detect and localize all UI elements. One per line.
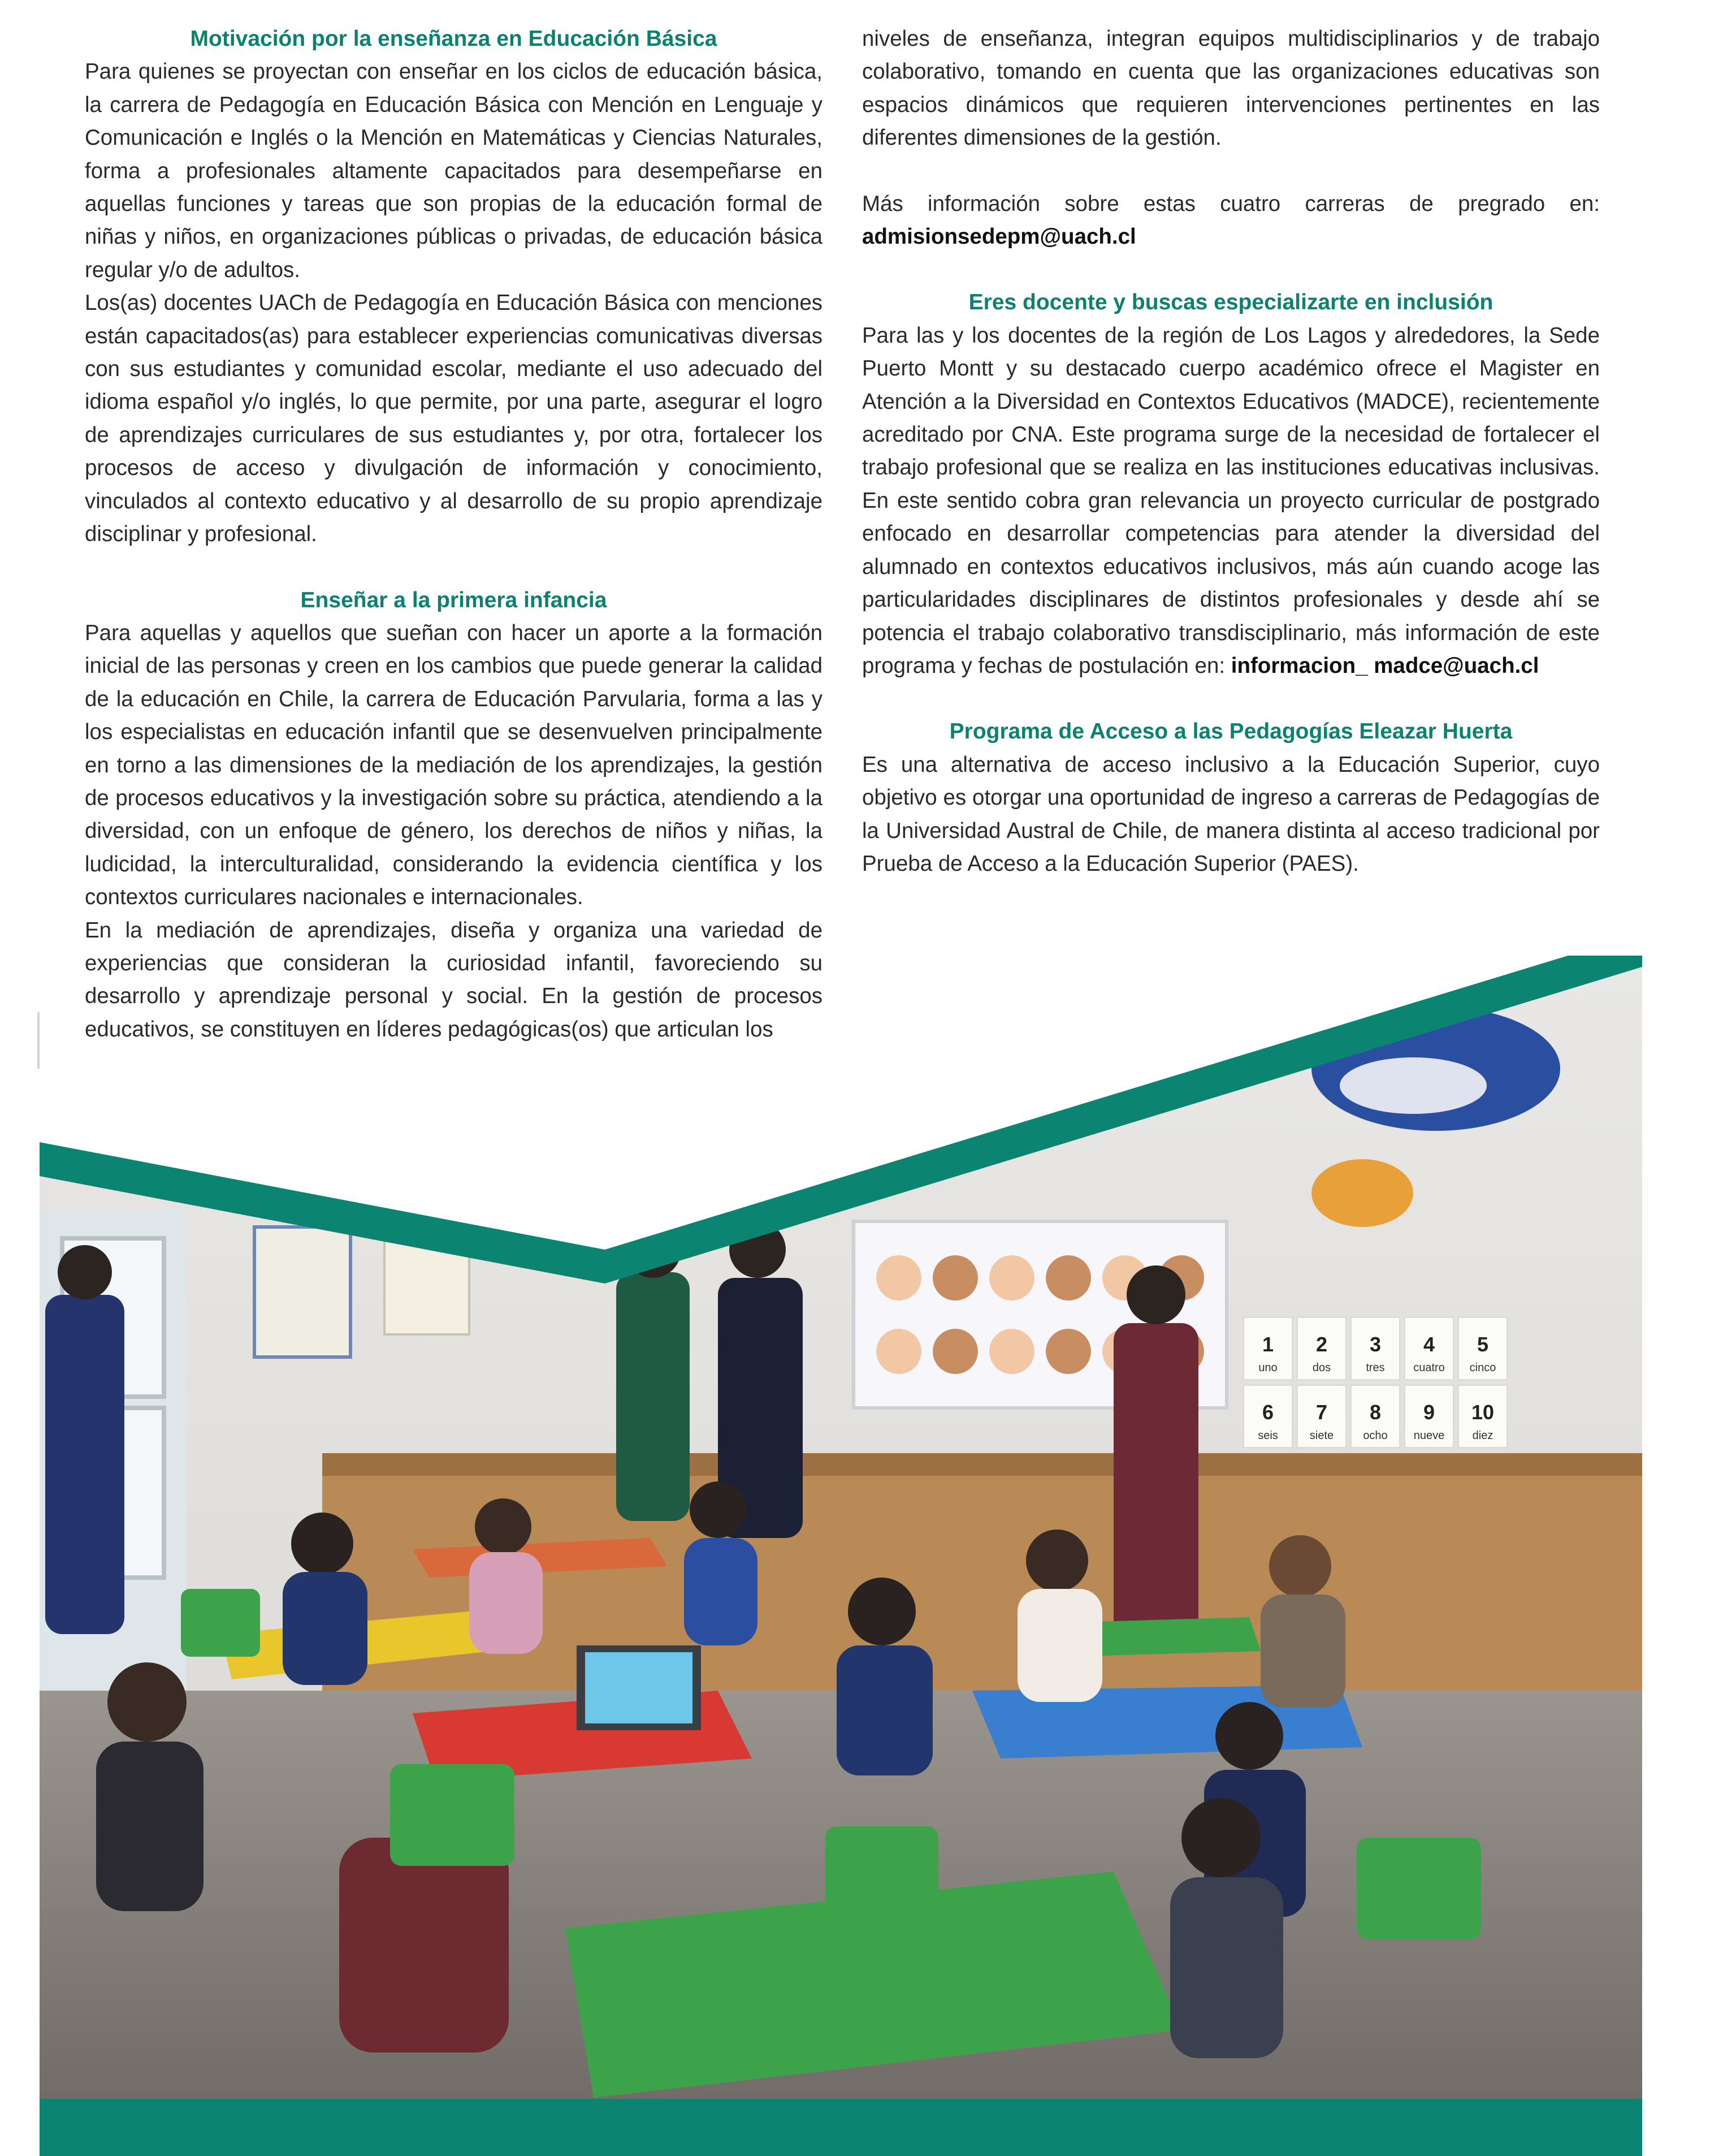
heading-inclusion: Eres docente y buscas especializarte en inclusión [968,290,1493,315]
whale-belly [1340,1057,1487,1114]
number-card-digit: 8 [1369,1401,1382,1424]
fish-decoration [1311,1159,1413,1227]
number-card [1244,1385,1292,1448]
paragraph-madce [862,319,1600,682]
more-info-text: Más información sobre estas cuatro carreras de pregrado en: [862,191,1600,216]
number-card-word: cuatro [1413,1362,1445,1374]
number-card-digit: 7 [1315,1401,1328,1424]
number-card [1297,1385,1346,1448]
number-card-word: nueve [1413,1429,1445,1442]
number-card-word: diez [1472,1429,1493,1442]
number-card-word: siete [1309,1429,1334,1442]
heading-primera-infancia: Enseñar a la primera infancia [300,587,607,612]
number-card-digit: 3 [1369,1333,1382,1356]
number-card-word: tres [1366,1362,1385,1374]
paragraph-parvularia-1: Para aquellas y aquellos que sueñan con hacer un aporte a la formación inicial de las personas y creen en los cambios que puede generar la calidad de la educación en Chile, la carrera de Educación Parvularia, forma a las y los especialistas en educación infantil que se desenvuelven principalmente en torno a las dimensiones de la mediación de los aprendizajes, la gestión de procesos educativos y la investigación sobre su práctica, atendiendo a la diversidad, con un enfoque de género, los derechos de niños y niñas, la ludicidad, la interculturalidad, considerando la evidencia científica y los contextos curriculares nacionales e internacionales. [85,620,822,910]
spacer [85,551,822,584]
paragraph-basica-2: Los(as) docentes UACh de Pedagogía en Educación Básica con menciones están capacitados(as) para establecer experiencias comunicativas diversas con sus estudiantes y comunidad escolar, mediante el uso adecuado del idioma español y/o inglés, lo que permite, por una parte, asegurar el logro de aprendizajes curriculares de sus estudiantes y, por otra, fortalecer los procesos de acceso y divulgación de información y conocimiento, vinculados al contexto educativo y al desarrollo de su propio aprendizaje disciplinar y profesional. [85,291,822,547]
number-card [1351,1317,1400,1380]
number-card-word: seis [1258,1429,1278,1442]
left-column [85,23,822,1046]
number-card [1297,1317,1346,1380]
number-card-digit: 10 [1471,1401,1495,1424]
number-card-word: cinco [1469,1362,1496,1374]
number-card-word: uno [1258,1362,1278,1374]
number-card-digit: 9 [1423,1401,1435,1424]
wood-rail [322,1453,1642,1476]
teacher-figure [616,1272,690,1521]
number-card-digit: 4 [1423,1333,1435,1356]
heading-eleazar-huerta: Programa de Acceso a las Pedagogías Eleazar Huerta [949,719,1513,744]
number-card-word: dos [1312,1362,1331,1374]
number-card [1458,1317,1507,1380]
photo-content [40,956,1642,2120]
more-info-line [862,188,1600,254]
teacher-head [58,1245,112,1299]
number-card-digit: 5 [1477,1333,1489,1356]
spacer [862,682,1600,715]
number-card [1244,1317,1292,1380]
madce-text: Para las y los docentes de la región de Los Lagos y alrededores, la Sede Puerto Montt y su destacado cuerpo académico ofrece el Magister en Atención a la Diversidad en Contextos Educativos (MADCE), recientemente acreditado por CNA. Este programa surge de la necesidad de fortalecer el trabajo profesional que se realiza en las instituciones educativas inclusivas. En este sentido cobra gran relevancia un proyecto curricular de postgrado enfocado en desarrollar competencias para atender la diversidad del alumnado en contextos educativos inclusivos, más aún cuando acoge las particularidades disciplinares de distintos profesionales y desde ahí se potencia el trabajo colaborativo transdisciplinario, más información de este programa y fechas de postulación en: [862,323,1600,678]
madce-email-link[interactable]: informacion_ madce@uach.cl [1231,653,1539,678]
paragraph-basica-1: Para quienes se proyectan con enseñar en los ciclos de educación básica, la carrera de Pedagogía en Educación Básica con Mención en Lenguaje y Comunicación e Inglés o la Mención en Matemáticas y Ciencias Naturales, forma a profesionales altamente capacitados para desempeñarse en aquellas funciones y tareas que son propias de la educación formal de niñas y niños, en organizaciones públicas o privadas, de educación básica regular y/o de adultos. [85,59,822,282]
spacer [862,253,1600,286]
number-card [1458,1385,1507,1448]
number-card-digit: 6 [1262,1401,1274,1424]
wall-poster [254,1227,350,1357]
footer-bar [40,2099,1642,2156]
classroom-photo [40,956,1642,2120]
number-card-digit: 1 [1262,1333,1274,1356]
number-card [1405,1317,1453,1380]
classroom-illustration [40,956,1642,2120]
teacher-head [1127,1265,1185,1324]
paragraph-parvularia-2: En la mediación de aprendizajes, diseña y organiza una variedad de experiencias que consideran la curiosidad infantil, favoreciendo su desarrollo y aprendizaje personal y social. En la gestión de procesos educativos, se constituyen en líderes pedagógicas(os) que articulan los [85,918,822,1042]
admision-email-link[interactable]: admisionsedepm@uach.cl [862,224,1136,249]
teacher-figure [1114,1323,1198,1640]
number-card [1351,1385,1400,1448]
paragraph-continuation: niveles de enseñanza, integran equipos multidisciplinarios y de trabajo colaborativo, tomando en cuenta que las organizaciones educativas son espacios dinámicos que requieren intervenciones pertinentes en las diferentes dimensiones de la gestión. [862,27,1600,150]
heading-educacion-basica: Motivación por la enseñanza en Educación Básica [190,27,717,51]
laptop-screen [585,1652,692,1723]
number-card [1405,1385,1453,1448]
teacher-figure [45,1295,124,1634]
right-column [862,23,1600,880]
number-card-digit: 2 [1315,1333,1328,1356]
number-card-word: ocho [1363,1429,1388,1442]
paragraph-eleazar-huerta: Es una alternativa de acceso inclusivo a la Educación Superior, cuyo objetivo es otorgar una oportunidad de ingreso a carreras de Pedagogías de la Universidad Austral de Chile, de manera distinta al acceso tradicional por Prueba de Acceso a la Educación Superior (PAES). [862,752,1600,876]
spacer [862,155,1600,188]
